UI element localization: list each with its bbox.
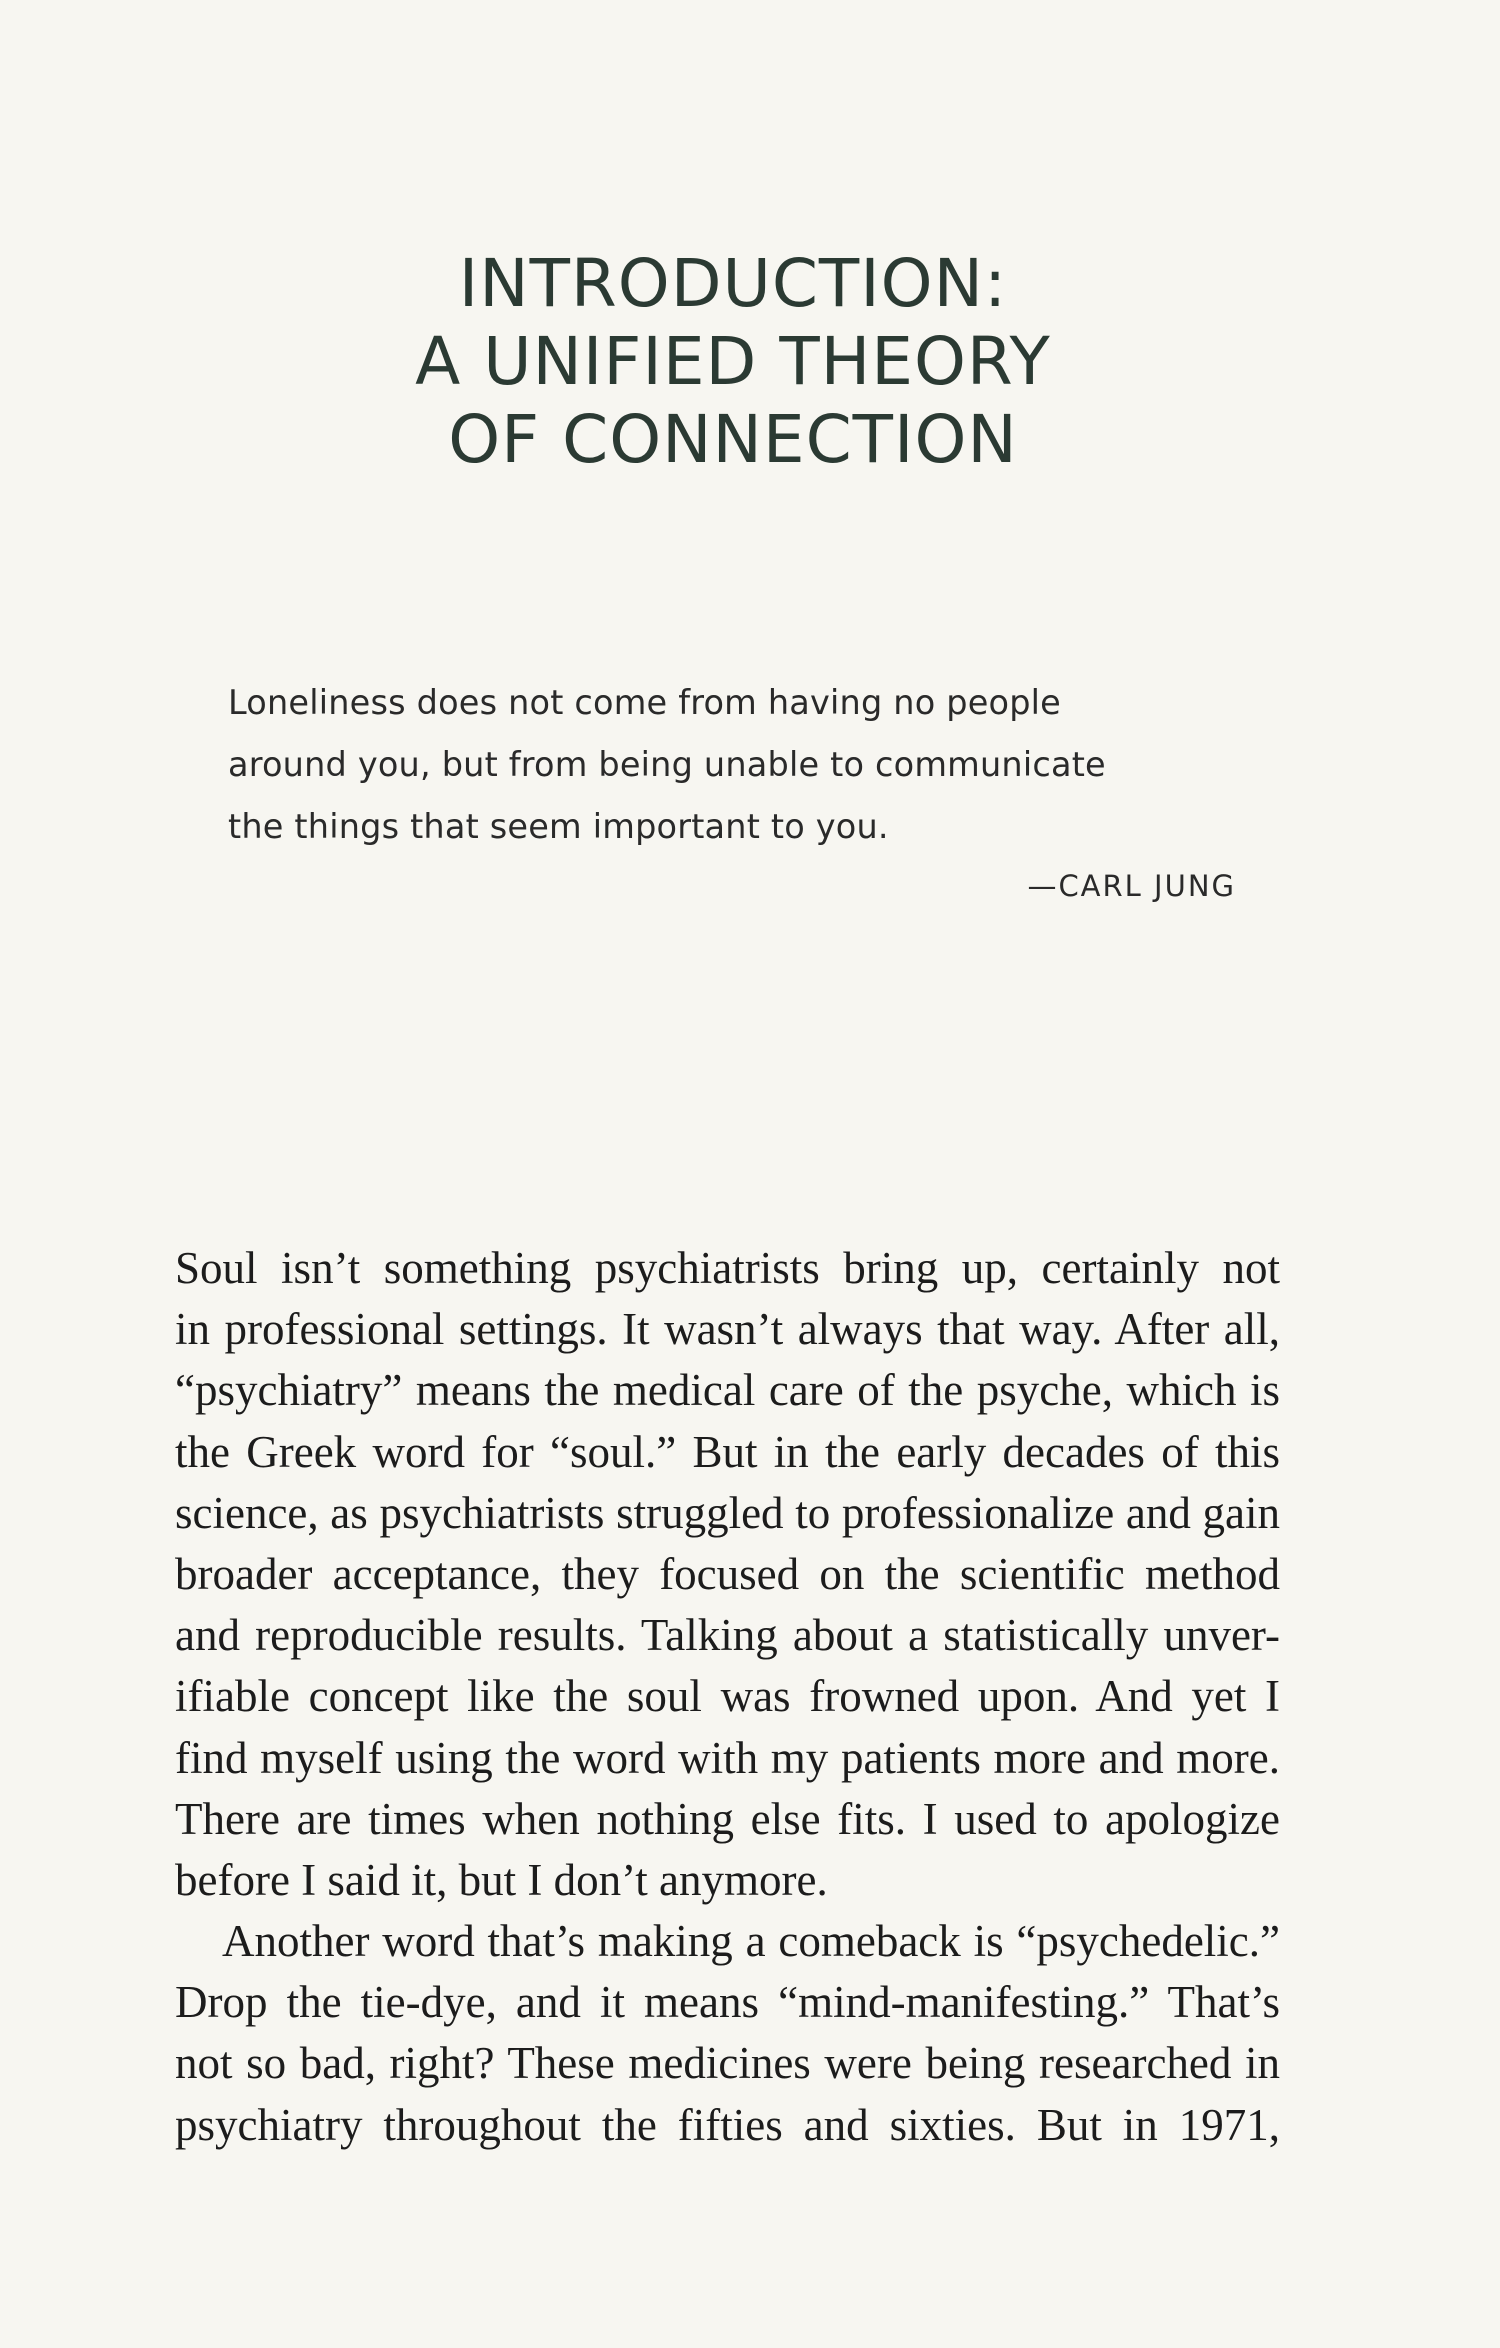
chapter-title: [200, 245, 1266, 479]
text-line: “psychiatry” means the medical care of the psyche, which is: [175, 1365, 1280, 1416]
chapter-title-line: INTRODUCTION:: [458, 245, 1008, 322]
text-line: broader acceptance, they focused on the scientific method: [175, 1548, 1280, 1599]
text-line: There are times when nothing else fits. I used to apologize: [175, 1793, 1280, 1844]
text-line: not so bad, right? These medicines were being researched in: [175, 2038, 1280, 2089]
paragraph-1: [175, 1238, 1280, 1911]
body-text: [175, 1238, 1280, 2156]
epigraph-attribution: —CARL JUNG: [1027, 869, 1236, 903]
epigraph-line: the things that seem important to you.: [228, 807, 889, 846]
text-line: in professional settings. It wasn’t always that way. After all,: [175, 1304, 1280, 1355]
text-line: psychiatry throughout the fifties and sixties. But in 1971,: [175, 2099, 1280, 2150]
epigraph-line: Loneliness does not come from having no people: [228, 683, 1061, 722]
text-line: science, as psychiatrists struggled to professionalize and gain: [175, 1487, 1280, 1538]
text-line: ifiable concept like the soul was frowned upon. And yet I: [175, 1671, 1280, 1722]
text-line: Drop the tie-dye, and it means “mind-manifesting.” That’s: [175, 1977, 1280, 2028]
chapter-title-line: OF CONNECTION: [448, 401, 1018, 478]
epigraph-line: around you, but from being unable to communicate: [228, 745, 1106, 784]
text-line: and reproducible results. Talking about a statistically unver-: [175, 1610, 1280, 1661]
paragraph-2: [175, 1911, 1280, 2156]
text-line: the Greek word for “soul.” But in the early decades of this: [175, 1426, 1280, 1477]
chapter-title-line: A UNIFIED THEORY: [415, 323, 1051, 400]
text-line: Another word that’s making a comeback is “psychedelic.”: [222, 1916, 1280, 1967]
text-line: find myself using the word with my patients more and more.: [175, 1732, 1280, 1783]
epigraph-quote: [228, 672, 1248, 858]
text-line: Soul isn’t something psychiatrists bring up, certainly not: [175, 1243, 1280, 1293]
text-line: before I said it, but I don’t anymore.: [175, 1854, 828, 1905]
